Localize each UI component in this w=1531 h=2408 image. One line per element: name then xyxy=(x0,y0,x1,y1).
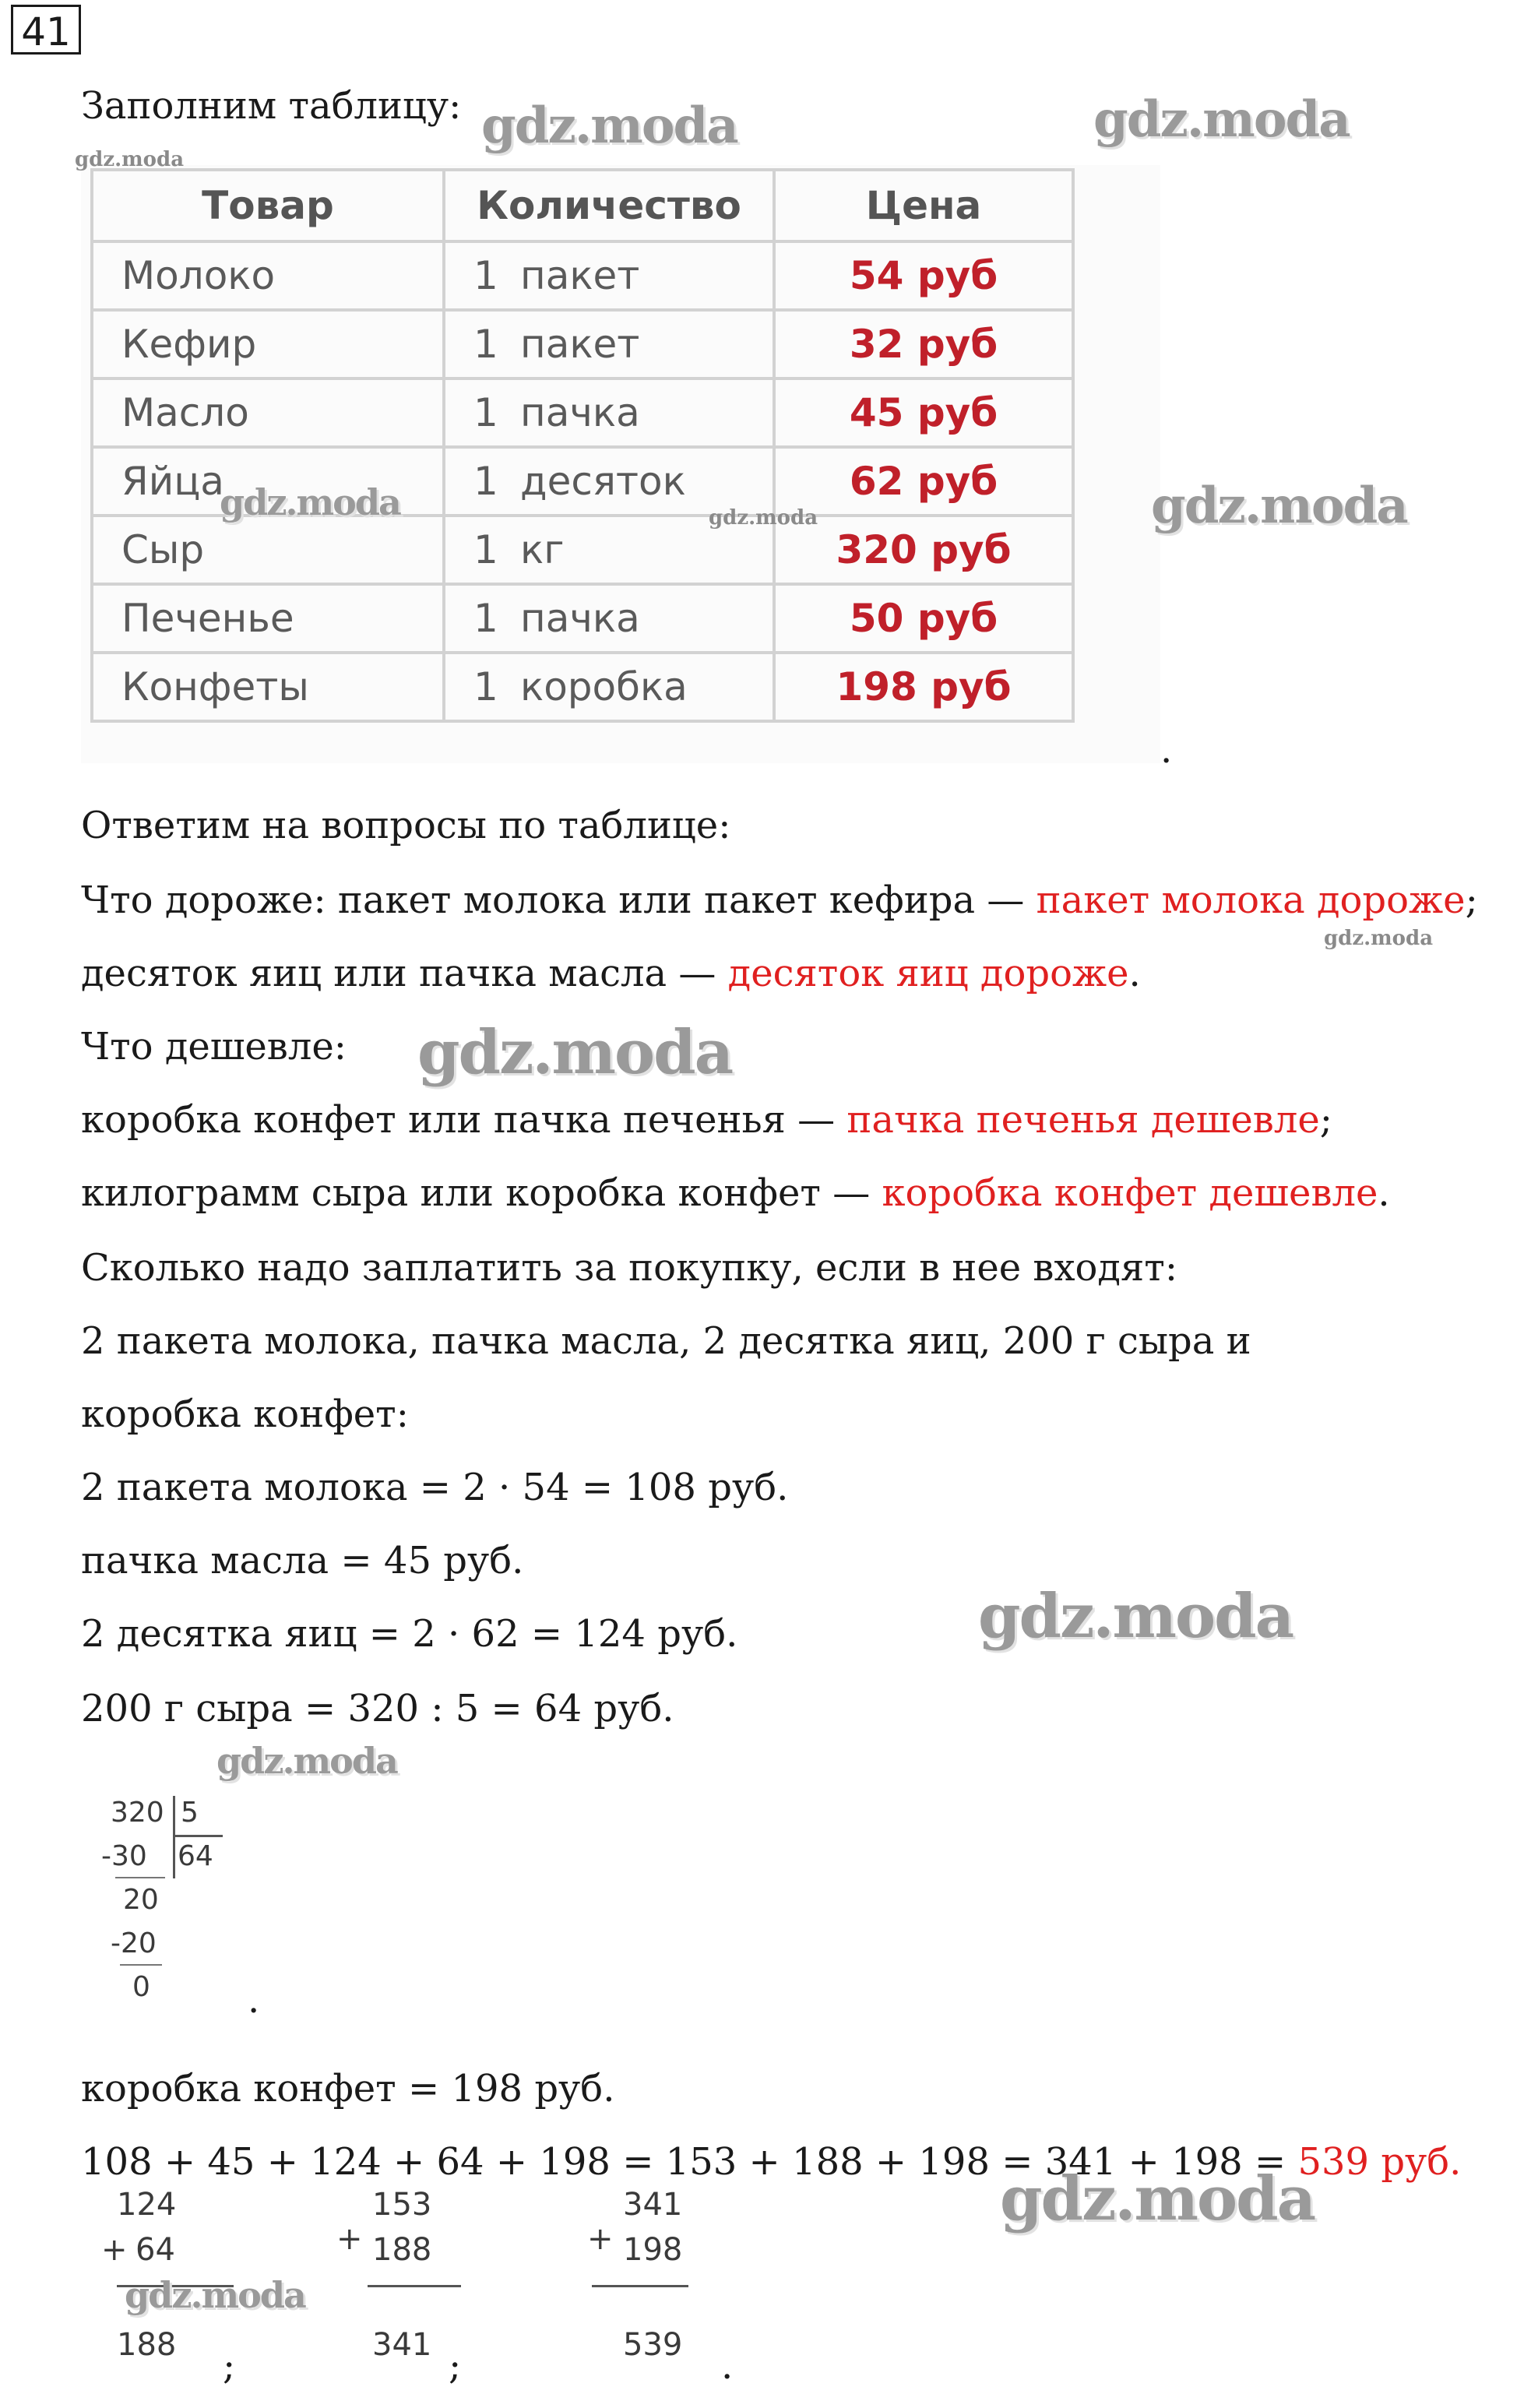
table-row xyxy=(92,310,1073,378)
qty-number: 1 xyxy=(473,664,498,709)
addend-1: 153 xyxy=(372,2187,432,2223)
answer-text: коробка конфет дешевле xyxy=(882,1171,1378,1215)
total-answer: 539 руб. xyxy=(1297,2140,1462,2184)
watermark: gdz.moda xyxy=(1000,2163,1315,2234)
quotient: 64 xyxy=(178,1840,213,1872)
calc-candy: коробка конфет = 198 руб. xyxy=(81,2067,615,2111)
division-horizontal-bar xyxy=(173,1835,223,1837)
division-end-dot: . xyxy=(248,1978,260,2022)
qty-number: 1 xyxy=(473,322,498,367)
cell-price: 62 руб xyxy=(774,447,1073,516)
watermark: gdz.moda xyxy=(1324,927,1434,950)
header-qty: Количество xyxy=(444,170,774,241)
remainder-1: 20 xyxy=(123,1884,159,1916)
table-end-dot: . xyxy=(1160,728,1173,772)
division-underline xyxy=(115,1877,165,1878)
qty-number: 1 xyxy=(473,527,498,572)
divisor: 5 xyxy=(181,1797,199,1829)
cell-item: Кефир xyxy=(92,310,444,378)
cell-price: 45 руб xyxy=(774,378,1073,447)
question-text: коробка конфет или пачка печенья — xyxy=(81,1098,847,1142)
cell-price: 320 руб xyxy=(774,516,1073,584)
question-4 xyxy=(81,1170,1390,1216)
punctuation: ; xyxy=(1465,878,1478,922)
qty-unit: коробка xyxy=(520,664,688,709)
table-row xyxy=(92,516,1073,584)
punctuation: . xyxy=(1378,1171,1390,1215)
cell-item: Конфеты xyxy=(92,653,444,721)
sum-result: 341 xyxy=(372,2327,432,2363)
intro-text: Заполним таблицу: xyxy=(81,84,462,128)
sum-line xyxy=(368,2285,461,2287)
qty-unit: кг xyxy=(520,527,565,572)
addend-2: 198 xyxy=(623,2232,683,2268)
plus-sign: + xyxy=(101,2232,128,2268)
question-1 xyxy=(81,877,1478,924)
table-header-row xyxy=(92,170,1073,241)
column-sum xyxy=(336,2187,492,2374)
calc-eggs: 2 десятка яиц = 2 · 62 = 124 руб. xyxy=(81,1612,738,1656)
cell-price: 50 руб xyxy=(774,584,1073,653)
addend-2: 64 xyxy=(136,2232,175,2268)
remainder-2: 0 xyxy=(132,1971,150,2003)
subtract-1: -30 xyxy=(101,1840,147,1872)
qty-number: 1 xyxy=(473,253,498,298)
sum-separator: ; xyxy=(449,2344,462,2388)
question-2 xyxy=(81,950,1141,997)
table-row xyxy=(92,584,1073,653)
answer-text: десяток яиц дороже xyxy=(727,952,1129,995)
answer-text: пакет молока дороже xyxy=(1036,878,1466,922)
sum-end-dot: . xyxy=(721,2344,734,2388)
cell-item: Печенье xyxy=(92,584,444,653)
table-row xyxy=(92,378,1073,447)
qty-number: 1 xyxy=(473,390,498,435)
column-sum xyxy=(587,2187,743,2374)
sum-result: 539 xyxy=(623,2327,683,2363)
cell-item: Молоко xyxy=(92,241,444,310)
watermark: gdz.moda xyxy=(220,481,400,523)
watermark: gdz.moda xyxy=(125,2274,305,2316)
question-text: десяток яиц или пачка масла — xyxy=(81,952,728,995)
qty-unit: десяток xyxy=(520,459,686,504)
cell-item: Масло xyxy=(92,378,444,447)
question-3 xyxy=(81,1097,1332,1143)
watermark: gdz.moda xyxy=(481,97,737,155)
goods-table xyxy=(90,168,1075,723)
cell-item: Яйца xyxy=(92,447,444,516)
qty-unit: пакет xyxy=(520,322,640,367)
addend-1: 341 xyxy=(623,2187,683,2223)
cell-qty xyxy=(444,378,774,447)
cell-qty xyxy=(444,241,774,310)
cell-price: 198 руб xyxy=(774,653,1073,721)
cell-qty xyxy=(444,310,774,378)
watermark: gdz.moda xyxy=(709,506,818,530)
answer-text: пачка печенья дешевле xyxy=(846,1098,1320,1142)
task-number: 41 xyxy=(11,5,81,55)
sum-line xyxy=(592,2285,688,2287)
addend-2: 188 xyxy=(372,2232,432,2268)
question-text: килограмм сыра или коробка конфет — xyxy=(81,1171,882,1215)
watermark: gdz.moda xyxy=(1151,477,1407,535)
division-underline xyxy=(120,1964,162,1966)
qty-unit: пачка xyxy=(520,390,640,435)
calc-butter: пачка масла = 45 руб. xyxy=(81,1539,524,1582)
watermark: gdz.moda xyxy=(417,1017,733,1088)
watermark: gdz.moda xyxy=(1093,90,1350,149)
cell-qty xyxy=(444,584,774,653)
question-3-intro: Что дешевле: xyxy=(81,1025,347,1068)
sum-separator: ; xyxy=(223,2344,236,2388)
cell-qty xyxy=(444,653,774,721)
questions-intro: Ответим на вопросы по таблице: xyxy=(81,804,731,847)
table-row xyxy=(92,653,1073,721)
plus-sign: + xyxy=(587,2221,614,2257)
qty-number: 1 xyxy=(473,596,498,641)
subtract-2: -20 xyxy=(111,1927,157,1959)
cell-price: 54 руб xyxy=(774,241,1073,310)
question-5-intro: Сколько надо заплатить за покупку, если в нее входят: xyxy=(81,1246,1177,1290)
qty-number: 1 xyxy=(473,459,498,504)
sum-result: 188 xyxy=(117,2327,177,2363)
cell-item: Сыр xyxy=(92,516,444,584)
division-vertical-bar xyxy=(173,1796,175,1878)
header-price: Цена xyxy=(774,170,1073,241)
purchase-list-line-1: 2 пакета молока, пачка масла, 2 десятка яиц, 200 г сыра и xyxy=(81,1319,1251,1363)
qty-unit: пачка xyxy=(520,596,640,641)
dividend: 320 xyxy=(111,1797,164,1829)
total-expression: 108 + 45 + 124 + 64 + 198 = 153 + 188 + 198 = 341 + 198 = xyxy=(81,2140,1298,2184)
purchase-list-line-2: коробка конфет: xyxy=(81,1392,409,1436)
watermark: gdz.moda xyxy=(75,148,185,171)
calc-milk: 2 пакета молока = 2 · 54 = 108 руб. xyxy=(81,1466,789,1509)
addend-1: 124 xyxy=(117,2187,177,2223)
calc-cheese: 200 г сыра = 320 : 5 = 64 руб. xyxy=(81,1687,674,1730)
goods-table-image xyxy=(81,165,1160,763)
watermark: gdz.moda xyxy=(978,1581,1293,1652)
qty-unit: пакет xyxy=(520,253,640,298)
watermark: gdz.moda xyxy=(216,1740,397,1782)
header-item: Товар xyxy=(92,170,444,241)
cell-price: 32 руб xyxy=(774,310,1073,378)
punctuation: ; xyxy=(1319,1098,1332,1142)
punctuation: . xyxy=(1128,952,1141,995)
question-text: Что дороже: пакет молока или пакет кефира — xyxy=(81,878,1037,922)
cell-qty xyxy=(444,447,774,516)
table-row xyxy=(92,241,1073,310)
plus-sign: + xyxy=(336,2221,363,2257)
